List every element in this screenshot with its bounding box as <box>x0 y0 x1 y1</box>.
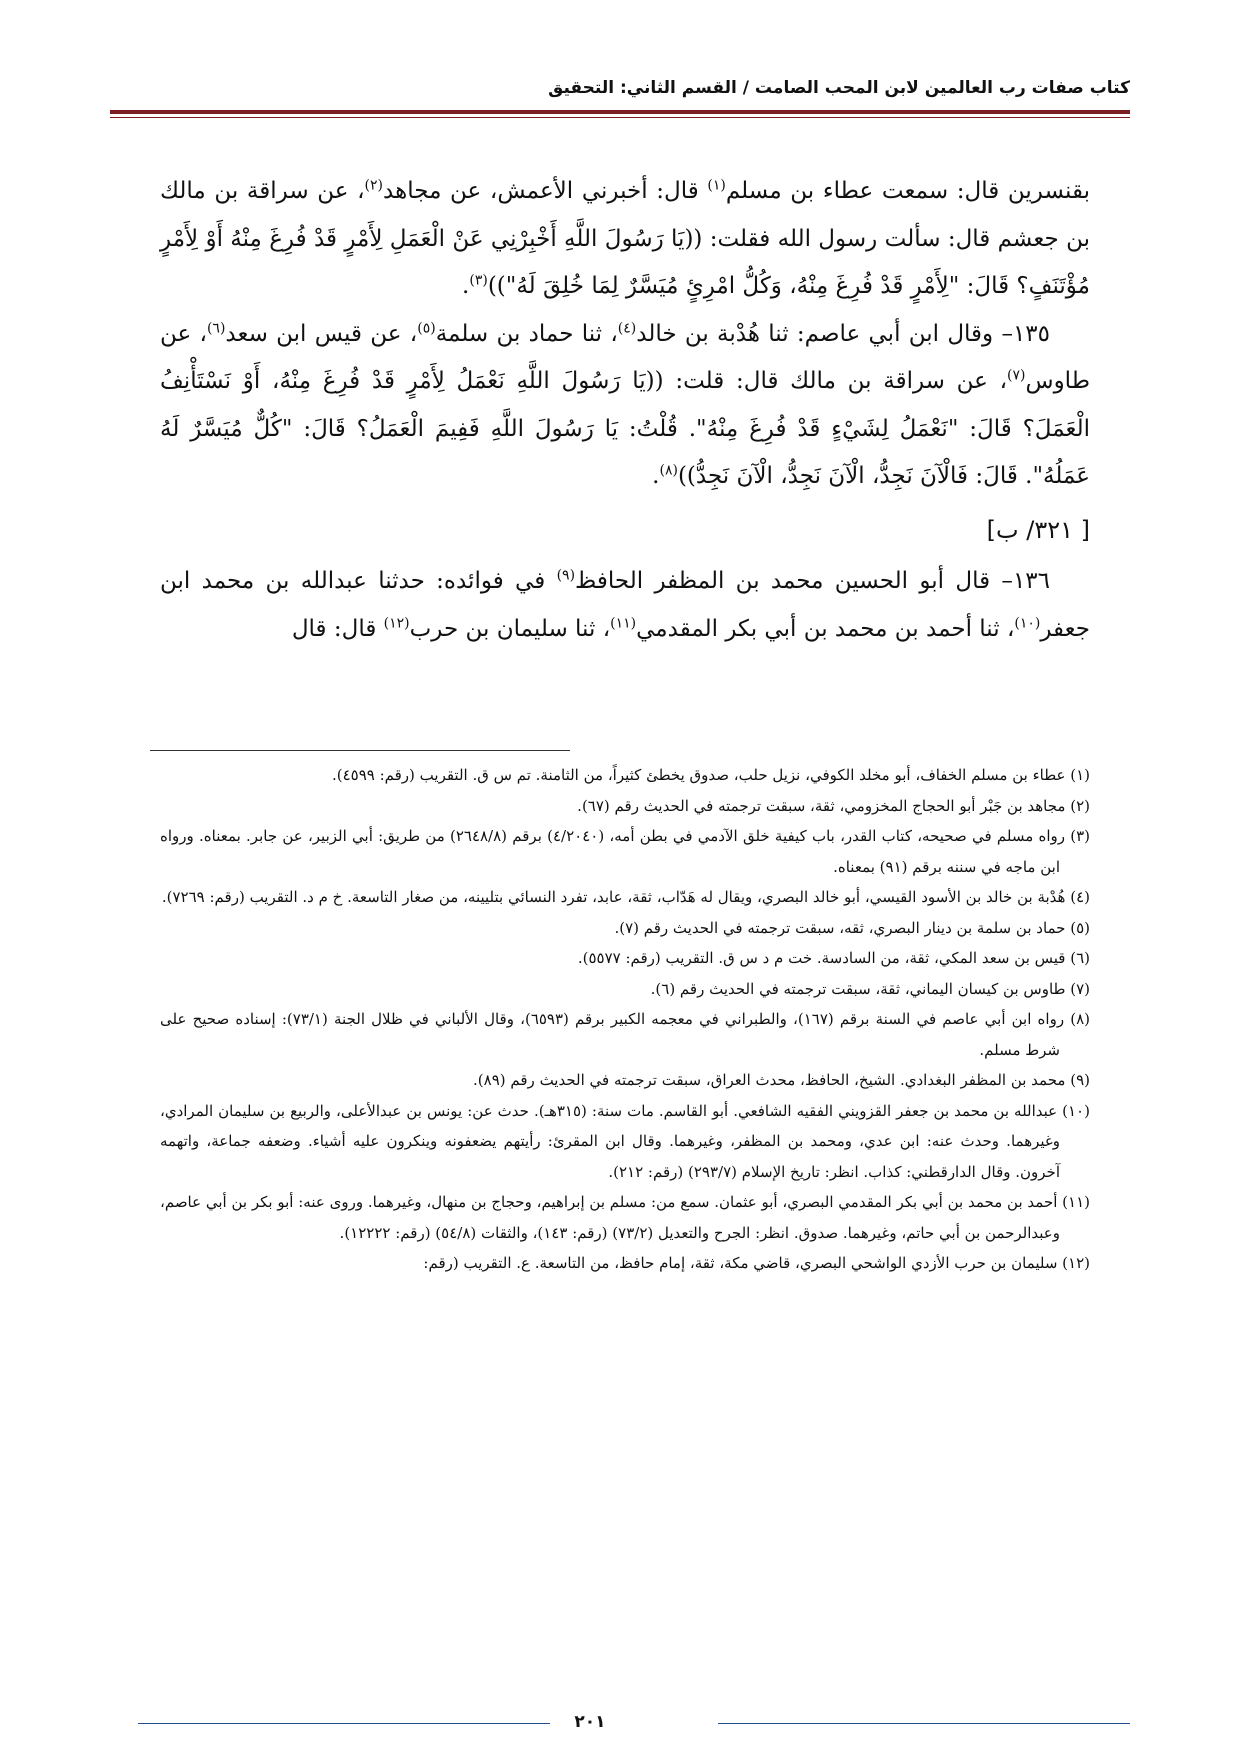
footnote-ref[interactable]: (٩) <box>556 567 576 584</box>
paragraph-continuation: بقنسرين قال: سمعت عطاء بن مسلم$^{(١)}$ قال: أخبرني الأعمش، عن مجاهد$^{(٢)}$، عن سراقة بن مالك بن جعشم قال: سألت رسول الله فقلت: ((يَا رَسُولَ اللَّهِ أَخْبِرْنِي عَنْ الْعَمَلِ لِأَمْرٍ قَدْ فُرِغَ مِنْهُ أَوْ لِأَمْرٍ مُؤْتَنَفٍ؟ قَالَ: "لِأَمْرٍ قَدْ فُرِغَ مِنْهُ، وَكُلُّ امْرِئٍ مُيَسَّرٌ لِمَا خُلِقَ لَهُ"))$^{(٣)}$. <box>160 177 1090 299</box>
footnote-6: (٦) قيس بن سعد المكي، ثقة، من السادسة. خت م د س ق. التقريب (رقم: ٥٥٧٧). <box>577 949 1090 967</box>
footnote-ref[interactable]: (١٢) <box>383 614 410 631</box>
running-header: كتاب صفات رب العالمين لابن المحب الصامت / القسم الثاني: التحقيق <box>548 78 1130 98</box>
footnote-7: (٧) طاوس بن كيسان اليماني، ثقة، سبقت ترجمته في الحديث رقم (٦). <box>650 979 1090 998</box>
footer-rule-left <box>138 1723 550 1724</box>
footnote-ref[interactable]: (٣) <box>469 272 488 289</box>
footnotes <box>160 760 1090 1279</box>
footnote-ref[interactable]: (١٠) <box>1014 614 1041 631</box>
footer-rule-right <box>718 1723 1130 1724</box>
footnote-ref[interactable]: (١) <box>707 177 726 194</box>
footnote-ref[interactable]: (٧) <box>1007 367 1026 384</box>
footnote-5: (٥) حماد بن سلمة بن دينار البصري، ثقه، سبقت ترجمته في الحديث رقم (٧). <box>614 918 1090 937</box>
footnote-2: (٢) مجاهد بن جَبْر أبو الحجاج المخزومي، ثقة، سبقت ترجمته في الحديث رقم (٦٧). <box>577 796 1090 815</box>
hadith-135: ١٣٥– وقال ابن أبي عاصم: ثنا هُدْبة بن خالد$^{(٤)}$، ثنا حماد بن سلمة$^{(٥)}$، عن قيس ابن سعد$^{(٦)}$، عن طاوس$^{(٧)}$، عن سراقة بن مالك قال: قلت: ((يَا رَسُولَ اللَّهِ نَعْمَلُ لِأَمْرٍ قَدْ فُرِغَ مِنْهُ، أَوْ نَسْتَأْنِفُ الْعَمَلَ؟ قَالَ: "نَعْمَلُ لِشَيْءٍ قَدْ فُرِغَ مِنْهُ". قُلْتُ: يَا رَسُولَ اللَّهِ فَفِيمَ الْعَمَلُ؟ قَالَ: "كُلٌّ مُيَسَّرٌ لَهُ عَمَلُهُ". قَالَ: فَالْآنَ نَجِدُّ، الْآنَ نَجِدُّ، الْآنَ نَجِدُّ))$^{(٨)}$. <box>160 319 1090 489</box>
footnote-ref[interactable]: (١١) <box>610 614 637 631</box>
footnote-10: (١٠) عبدالله بن محمد بن جعفر القزويني الفقيه الشافعي. أبو القاسم. مات سنة: (٣١٥هـ). حدث عن: يونس بن عبدالأعلى، والربيع بن سليمان المرادي، وغيرهما. وحدث عنه: ابن عدي، ومحمد بن المظفر، وغيرهما. وقال ابن المقرئ: رأيتهم يضعفونه وينكرون عليه أشياء. وضعفه جماعة، واتهمه آخرون. وقال الدارقطني: كذاب. انظر: تاريخ الإسلام (٢٩٣/٧) (رقم: ٢١٢). <box>160 1101 1090 1181</box>
header-rule-thick <box>110 110 1130 114</box>
page-number: ٢٠١ <box>574 1712 606 1732</box>
header-rule-thin <box>110 117 1130 118</box>
footnote-separator <box>150 750 570 751</box>
footnote-11: (١١) أحمد بن محمد بن أبي بكر المقدمي البصري، أبو عثمان. سمع من: مسلم بن إبراهيم، وحجاج بن منهال، وغيرهما. وروى عنه: أبو بكر بن أبي عاصم، وعبدالرحمن بن أبي حاتم، وغيرهما. صدوق. انظر: الجرح والتعديل (٧٣/٢) (رقم: ١٤٣)، والثقات (٥٤/٨) (رقم: ١٢٢٢٢). <box>160 1193 1090 1242</box>
footnote-ref[interactable]: (٨) <box>659 462 678 479</box>
footnote-ref[interactable]: (٤) <box>617 319 637 336</box>
footnote-12: (١٢) سليمان بن حرب الأزدي الواشحي البصري، قاضي مكة، ثقة، إمام حافظ، من التاسعة. ع. التقريب (رقم: <box>423 1254 1090 1272</box>
hadith-136: ١٣٦– قال أبو الحسين محمد بن المظفر الحافظ$^{(٩)}$ في فوائده: حدثنا عبدالله بن محمد ابن جعفر$^{(١٠)}$، ثنا أحمد بن محمد بن أبي بكر المقدمي$^{(١١)}$، ثنا سليمان بن حرب$^{(١٢)}$ قال: قال <box>160 567 1090 642</box>
footnote-3: (٣) رواه مسلم في صحيحه، كتاب القدر، باب كيفية خلق الآدمي في بطن أمه، (٤/٢٠٤٠) برقم (٢٦٤٨/٨) من طريق: أبي الزبير، عن جابر. بمعناه. ورواه ابن ماجه في سننه برقم (٩١) بمعناه. <box>160 827 1090 876</box>
footnote-4: (٤) هُدْبة بن خالد بن الأسود القيسي، أبو خالد البصري، ويقال له هَدّاب، ثقة، عابد، تفرد النسائي بتليينه، من صغار التاسعة. خ م د. التقريب (رقم: ٧٢٦٩). <box>161 888 1090 906</box>
main-text <box>160 168 1090 653</box>
folio-marker: [ ٣٢١/ ب] <box>986 515 1090 544</box>
footnote-8: (٨) رواه ابن أبي عاصم في السنة برقم (١٦٧)، والطبراني في معجمه الكبير برقم (٦٥٩٣)، وقال الألباني في ظلال الجنة (٧٣/١): إسناده صحيح على شرط مسلم. <box>160 1010 1090 1059</box>
footnote-1: (١) عطاء بن مسلم الخفاف، أبو مخلد الكوفي، نزيل حلب، صدوق يخطئ كثيراً، من الثامنة. تم س ق. التقريب (رقم: ٤٥٩٩). <box>331 766 1090 784</box>
footnote-ref[interactable]: (٢) <box>364 177 384 194</box>
footnote-9: (٩) محمد بن المظفر البغدادي. الشيخ، الحافظ، محدث العراق، سبقت ترجمته في الحديث رقم (٨٩). <box>473 1071 1090 1089</box>
footnote-ref[interactable]: (٦) <box>206 319 226 336</box>
footnote-ref[interactable]: (٥) <box>417 319 436 336</box>
